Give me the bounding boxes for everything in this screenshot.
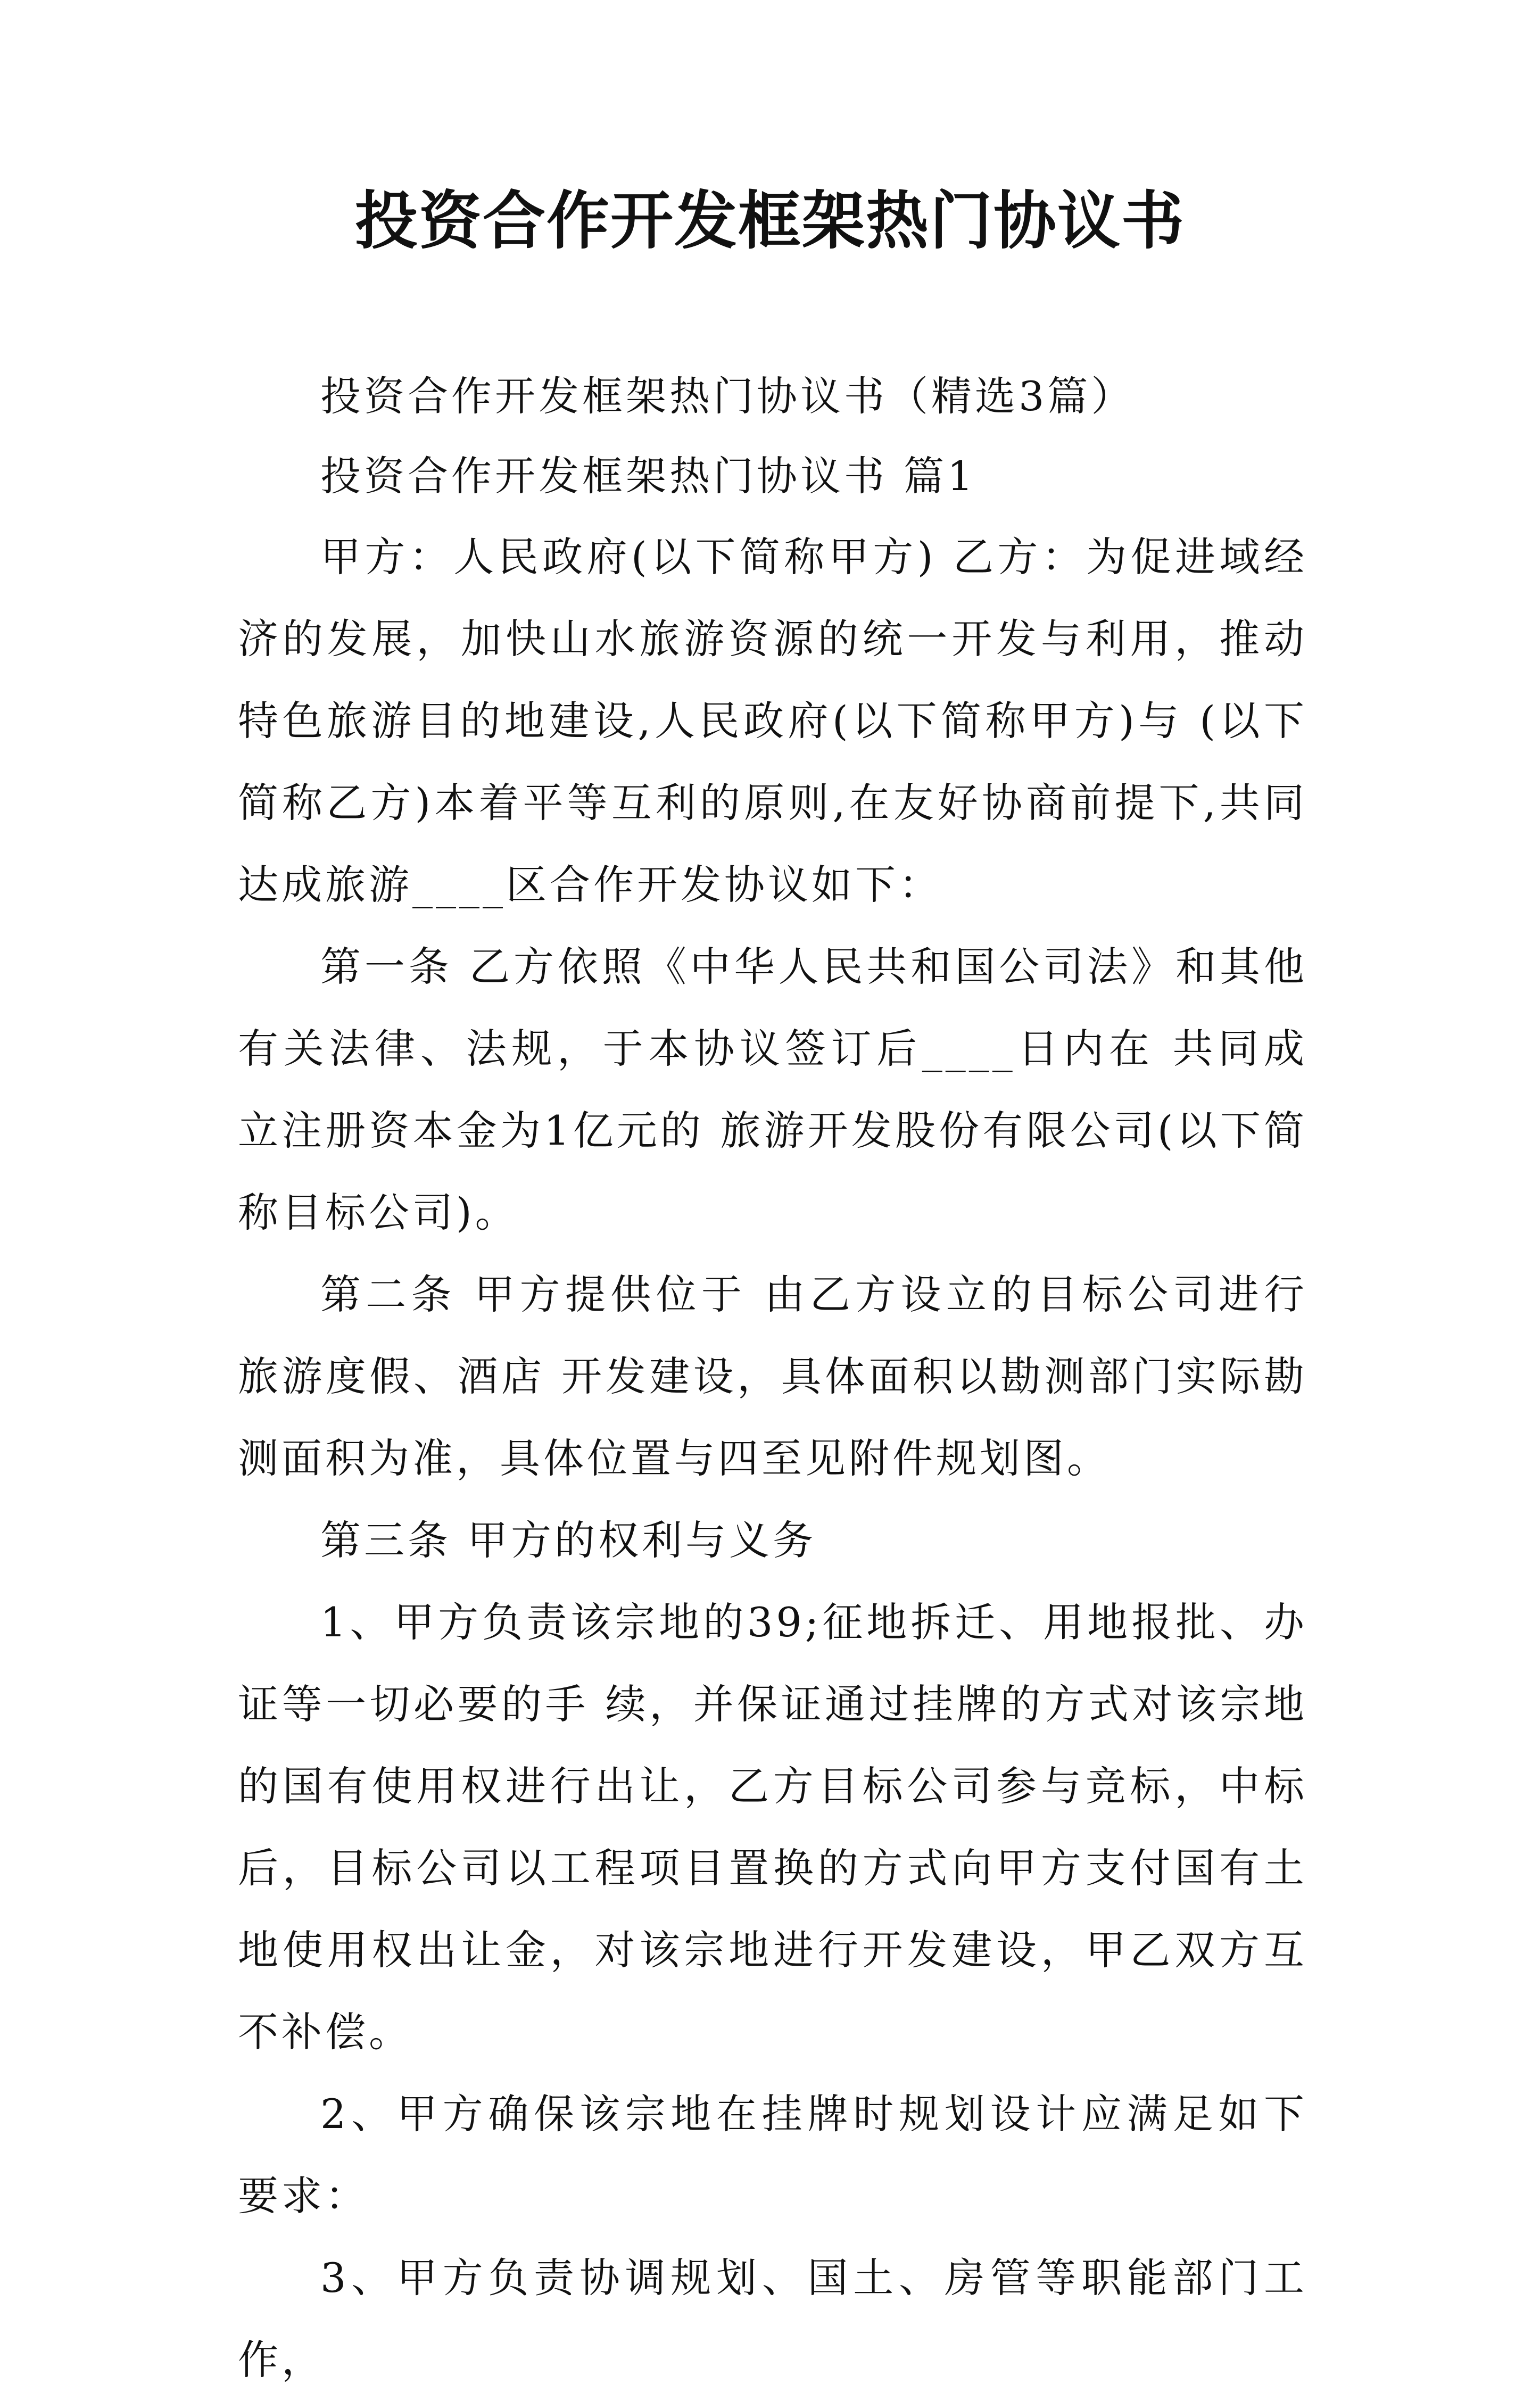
document-title: 投资合作开发框架热门协议书 — [354, 184, 1185, 258]
section-heading: 投资合作开发框架热门协议书 篇1 — [320, 452, 976, 500]
parties-paragraph: 甲方：人民政府(以下简称甲方) 乙方：为促进域经济的发展，加快山水旅游资源的统一开发与利用，推动特色旅游目的地建设,人民政府(以下简称甲方)与 (以下简称乙方)本着平等互利的原则,在友好协商前提下,共同达成旅游____区合作开发协议如下： — [238, 533, 1307, 908]
article-2-paragraph: 第二条 甲方提供位于 由乙方设立的目标公司进行旅游度假、酒店 开发建设，具体面积以勘测部门实际勘测面积为准，具体位置与四至见附件规划图。 — [238, 1271, 1307, 1482]
article-3-heading: 第三条 甲方的权利与义务 — [320, 1517, 817, 1564]
clause-2-paragraph: 2、甲方确保该宗地在挂牌时规划设计应满足如下要求： — [238, 2090, 1307, 2220]
clause-1-paragraph: 1、甲方负责该宗地的39;征地拆迁、用地报批、办证等一切必要的手 续，并保证通过挂牌的方式对该宗地的国有使用权进行出让，乙方目标公司参与竞标，中标后，目标公司以工程项目置换的方式向甲方支付国有土地使用权出让金，对该宗地进行开发建设，甲乙双方互不补偿。 — [238, 1599, 1307, 2056]
document-body — [238, 357, 1307, 2401]
subtitle-paragraph: 投资合作开发框架热门协议书（精选3篇） — [320, 372, 1135, 420]
clause-3-paragraph: 3、甲方负责协调规划、国土、房管等职能部门工作， — [238, 2254, 1307, 2383]
article-1-paragraph: 第一条 乙方依照《中华人民共和国公司法》和其他有关法律、法规，于本协议签订后____日内在 共同成立注册资本金为1亿元的 旅游开发股份有限公司(以下简称目标公司)。 — [238, 943, 1307, 1236]
